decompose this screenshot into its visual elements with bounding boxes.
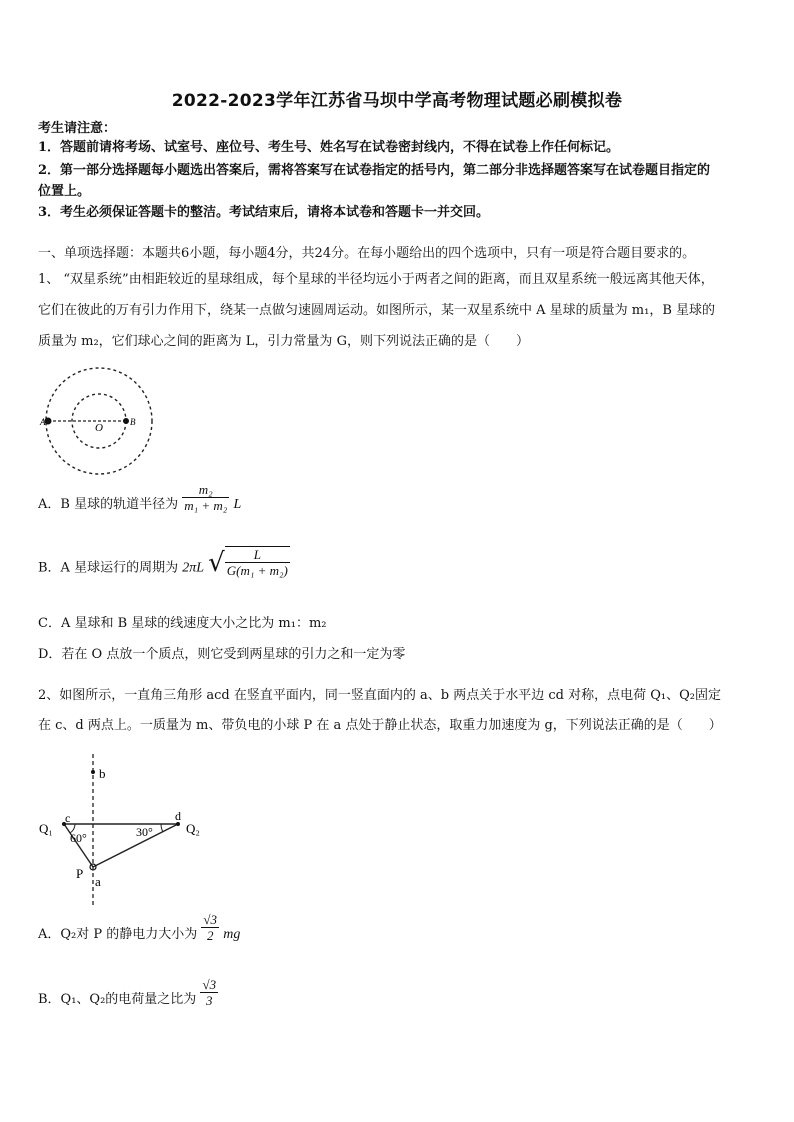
label-c: c xyxy=(65,811,71,825)
q2-line-2: 在 c、d 两点上。一质量为 m、带负电的小球 P 在 a 点处于静止状态，取重力加速度为 g，下列说法正确的是（ ） xyxy=(38,718,722,733)
q2-option-b-fraction xyxy=(200,977,218,1008)
q2-option-a-fraction xyxy=(201,912,219,943)
q1-option-b-fraction xyxy=(225,546,290,578)
q2-option-b-denominator: 3 xyxy=(200,992,218,1008)
star-b xyxy=(123,418,129,424)
q2-line-1: 2、如图所示，一直角三角形 acd 在竖直平面内，同一竖直面内的 a、b 两点关于水平边 cd 对称，点电荷 Q₁、Q₂固定 xyxy=(38,688,721,703)
q2-option-b-numerator: √3 xyxy=(202,977,217,992)
label-angle-d: 30° xyxy=(136,825,153,839)
label-p: P xyxy=(76,866,84,881)
star-a xyxy=(45,418,52,425)
q2-option-b-text: B．Q₁、Q₂的电荷量之比为 xyxy=(38,992,197,1007)
q1-option-a-numerator: m₂ xyxy=(198,482,213,497)
label-b: B xyxy=(130,417,136,427)
notice-item-1: 1．答题前请将考场、试室号、座位号、考生号、姓名写在试卷密封线内，不得在试卷上作任何标记。 xyxy=(38,140,620,155)
label-a: A xyxy=(40,417,46,427)
label-b: b xyxy=(99,766,106,781)
label-a: a xyxy=(95,874,101,889)
notice-heading: 考生请注意： xyxy=(38,121,117,136)
q1-option-c: C．A 星球和 B 星球的线速度大小之比为 m₁：m₂ xyxy=(38,616,327,631)
q1-option-d: D．若在 O 点放一个质点，则它受到两星球的引力之和一定为零 xyxy=(38,647,406,662)
q1-line-2: 它们在彼此的万有引力作用下，绕某一点做匀速圆周运动。如图所示，某一双星系统中 A 星球的质量为 m₁，B 星球的 xyxy=(38,303,716,318)
notice-item-2-cont: 位置上。 xyxy=(38,184,91,199)
label-d: d xyxy=(175,809,181,823)
q2-option-a-text: A．Q₂对 P 的静电力大小为 xyxy=(38,927,198,942)
q1-option-a-fraction xyxy=(182,482,229,513)
q2-option-a-numerator: √3 xyxy=(203,912,218,927)
notice-item-3: 3．考生必须保证答题卡的整洁。考试结束后，请将本试卷和答题卡一并交回。 xyxy=(38,205,490,220)
label-q2: Q₂ xyxy=(186,821,200,836)
q1-option-b-coefficient: 2πL xyxy=(182,560,205,576)
q2-option-a-denominator: 2 xyxy=(201,927,219,943)
q2-option-a-tail: mg xyxy=(223,927,241,942)
binary-star-figure xyxy=(36,364,156,479)
q1-option-b-text: B．A 星球运行的周期为 xyxy=(38,560,179,576)
point-b xyxy=(91,770,95,774)
q2-option-b xyxy=(38,977,218,1008)
triangle-charge-figure xyxy=(36,750,216,910)
q1-option-a-denominator: m₁ + m₂ xyxy=(184,498,228,513)
q1-option-b xyxy=(38,547,290,578)
label-o: O xyxy=(95,422,103,434)
q2-option-a xyxy=(38,912,241,943)
label-angle-c: 60° xyxy=(70,831,87,845)
q1-option-b-numerator: L xyxy=(253,547,261,562)
label-q1: Q₁ xyxy=(39,821,53,836)
section-heading: 一、单项选择题：本题共6小题，每小题4分，共24分。在每小题给出的四个选项中，只有一项是符合题目要求的。 xyxy=(38,246,696,261)
q1-option-a-text: A．B 星球的轨道半径为 xyxy=(38,497,179,512)
sqrt-sign-icon: √ xyxy=(208,548,225,578)
notice-item-2: 2．第一部分选择题每小题选出答案后，需将答案写在试卷指定的括号内，第二部分非选择题答案写在试卷题目指定的 xyxy=(38,163,711,178)
q1-line-3: 质量为 m₂，它们球心之间的距离为 L，引力常量为 G，则下列说法正确的是（ ） xyxy=(38,334,529,349)
angle-d-arc xyxy=(161,824,163,832)
q1-option-a-tail: L xyxy=(233,497,242,512)
page-title: 2022-2023学年江苏省马坝中学高考物理试题必刷模拟卷 xyxy=(171,91,623,111)
q1-option-b-denominator: G(m₁ + m₂) xyxy=(226,563,288,578)
q1-line-1: 1、 “双星系统”由相距较近的星球组成，每个星球的半径均远小于两者之间的距离，而且双星系统一般远离其他天体， xyxy=(38,272,714,287)
q1-option-a xyxy=(38,482,242,513)
